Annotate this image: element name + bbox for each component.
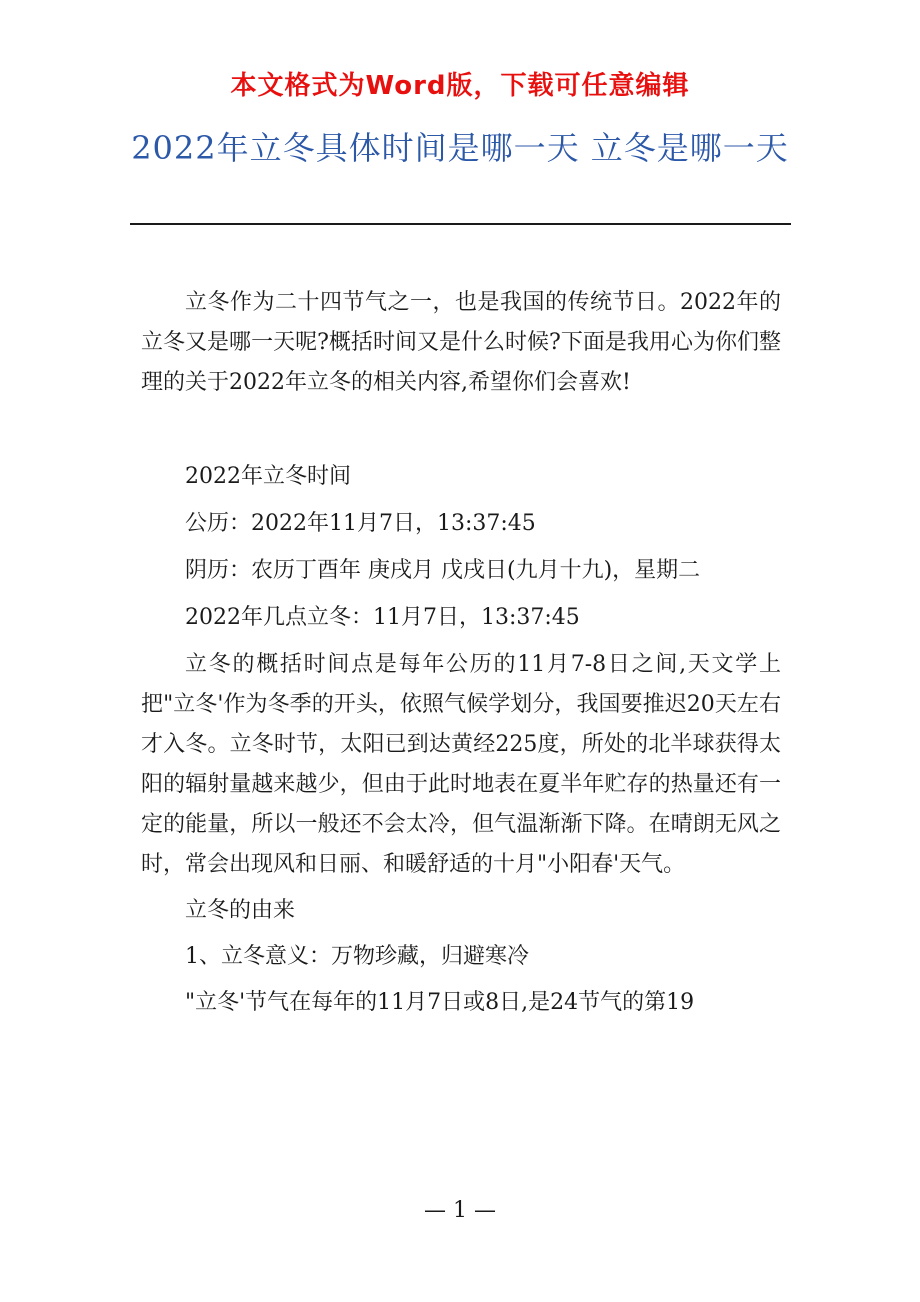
origin-paragraph-start: "立冬'节气在每年的11月7日或8日,是24节气的第19 <box>185 990 695 1015</box>
document-body <box>141 283 781 1023</box>
section-heading-time: 2022年立冬时间 <box>185 464 351 489</box>
description-paragraph: 立冬的概括时间点是每年公历的11月7-8日之间,天文学上把"立冬'作为冬季的开头，依照气候学划分，我国要推迟20天左右才入冬。立冬时节，太阳已到达黄经225度，所处的北半球获得太阳的辐射量越来越少，但由于此时地表在夏半年贮存的热量还有一定的能量，所以一般还不会太冷，但气温渐渐下降。在晴朗无风之时，常会出现风和日丽、和暖舒适的十月"小阳春'天气。 <box>141 652 781 877</box>
meaning-item: 1、立冬意义：万物珍藏，归避寒冷 <box>185 944 529 969</box>
section-heading-origin: 立冬的由来 <box>185 898 296 923</box>
document-title: 2022年立冬具体时间是哪一天 立冬是哪一天 <box>131 129 789 167</box>
title-divider <box>130 223 791 225</box>
format-notice: 本文格式为Word版，下载可任意编辑 <box>230 71 690 101</box>
page-number: — 1 — <box>424 1198 496 1223</box>
gregorian-date: 公历：2022年11月7日，13:37:45 <box>185 511 536 536</box>
solar-term-hour: 2022年几点立冬：11月7日，13:37:45 <box>185 605 580 630</box>
intro-paragraph: 立冬作为二十四节气之一，也是我国的传统节日。2022年的立冬又是哪一天呢?概括时间又是什么时候?下面是我用心为你们整理的关于2022年立冬的相关内容,希望你们会喜欢! <box>141 290 781 395</box>
lunar-date: 阴历：农历丁酉年 庚戌月 戊戌日(九月十九)，星期二 <box>185 558 701 583</box>
